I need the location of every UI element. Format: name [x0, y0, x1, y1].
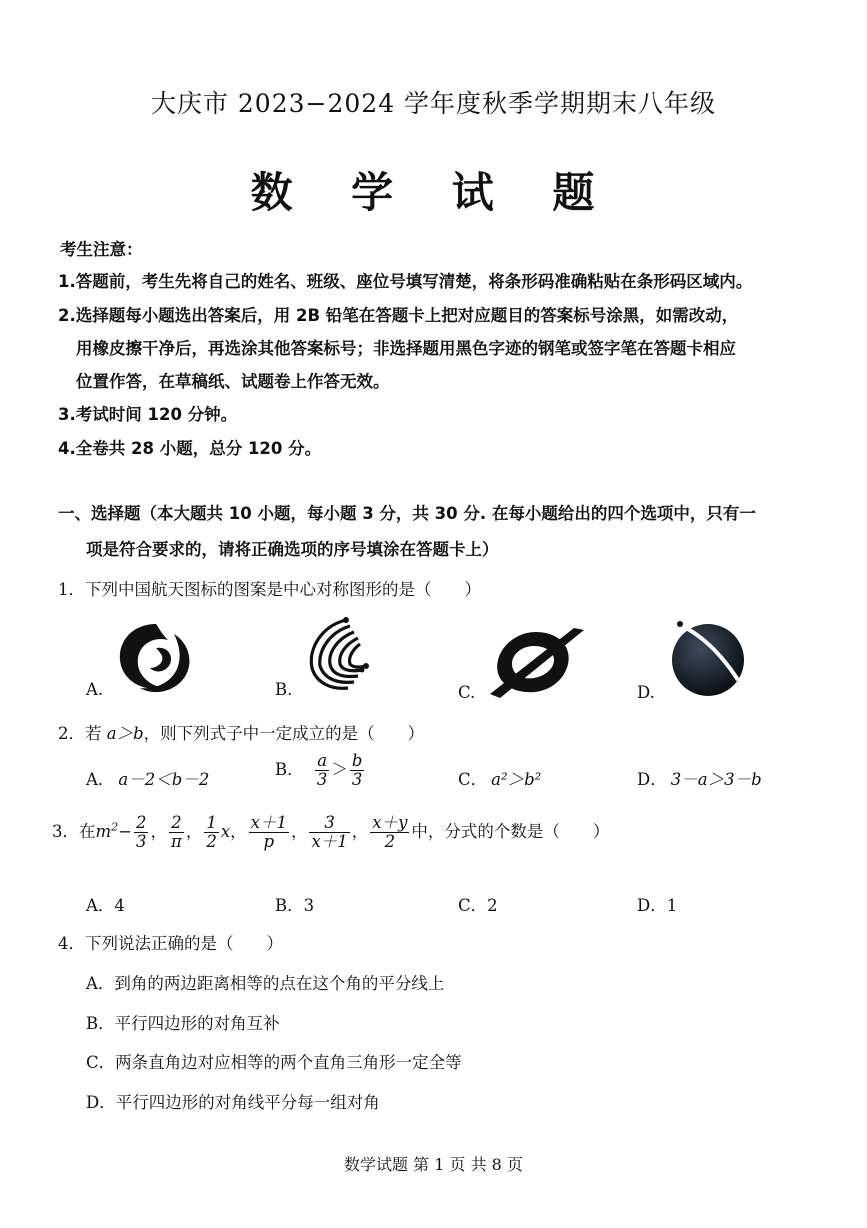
q2-option-a-label: A．	[86, 770, 115, 789]
page-footer: 数学试题 第 1 页 共 8 页	[344, 1155, 523, 1174]
section-heading-line-2: 项是符合要求的，请将正确选项的序号填涂在答题卡上）	[86, 540, 499, 559]
question-4-stem: 4．下列说法正确的是（ ）	[58, 934, 283, 953]
q3-term-6: $\frac{x+y}{2}$	[372, 813, 408, 852]
question-2-stem	[58, 720, 424, 744]
notice-item-2-line-3: 位置作答，在草稿纸、试题卷上作答无效。	[76, 372, 390, 391]
q2-stem-suffix: ，则下列式子中一定成立的是（ ）	[143, 724, 425, 743]
arc-lines-logo-icon	[300, 612, 380, 696]
notice-heading: 考生注意：	[60, 240, 143, 259]
q1-option-b-label: B.	[275, 680, 293, 699]
q2-option-c-expr: a²＞b²	[491, 770, 542, 789]
q2-option-b-fraction-left: $\frac{a}{3}$	[316, 751, 328, 790]
q3-separator: ，	[351, 822, 369, 842]
planet-logo-icon	[664, 616, 750, 698]
q3-stem-prefix: 3．在	[52, 822, 96, 842]
q2-option-b	[275, 752, 366, 789]
exam-title: 数 学 试 题	[250, 168, 617, 217]
question-1-stem: 1．下列中国航天图标的图案是中心对称图形的是（ ）	[58, 580, 481, 599]
q3-stem-suffix: 中，分式的个数是（ ）	[411, 822, 610, 842]
q3-option-c: C．2	[458, 896, 498, 915]
q3-term-4: $\frac{x+1}{p}$	[250, 813, 287, 852]
q3-separator: ，	[150, 822, 167, 842]
notice-item-3: 3.考试时间 120 分钟。	[58, 405, 238, 424]
notice-item-4: 4.全卷共 28 小题，总分 120 分。	[58, 439, 322, 458]
q2-option-b-fraction-right: $\frac{b}{3}$	[351, 751, 363, 790]
q2-option-c-label: C．	[458, 770, 488, 789]
q2-option-b-relation: ＞	[331, 760, 348, 780]
slashed-ring-logo-icon	[488, 624, 586, 700]
q3-option-a: A．4	[86, 896, 125, 915]
question-3-stem	[52, 814, 609, 851]
notice-item-2-line-1: 2.选择题每小题选出答案后，用 2B 铅笔在答题卡上把对应题目的答案标号涂黑，如需改动，	[58, 306, 739, 325]
q4-option-a: A．到角的两边距离相等的点在这个角的平分线上	[86, 974, 445, 993]
notice-item-1: 1.答题前，考生先将自己的姓名、班级、座位号填写清楚，将条形码准确粘贴在条形码区域内。	[58, 272, 753, 291]
q3-option-d: D．1	[637, 896, 678, 915]
q2-stem-condition: a＞b	[106, 724, 144, 743]
q3-term-2: $\frac{2}{\pi}$	[170, 813, 182, 852]
q2-stem-prefix: 2．若	[58, 724, 107, 743]
swirl-logo-icon	[112, 618, 198, 698]
q3-separator: ，	[230, 822, 247, 842]
q2-option-b-label: B．	[275, 760, 304, 780]
q3-term-1: $m^2-$ $\frac{2}{3}$	[95, 813, 147, 852]
q4-option-d: D．平行四边形的对角线平分每一组对角	[86, 1093, 380, 1112]
notice-item-2-line-2: 用橡皮擦干净后，再选涂其他答案标号；非选择题用黑色字迹的钢笔或签字笔在答题卡相应	[76, 339, 736, 358]
q2-option-d-expr: 3－a＞3－b	[670, 770, 762, 789]
section-heading-line-1: 一、选择题（本大题共 10 小题，每小题 3 分，共 30 分. 在每小题给出的四个选项中，只有一	[58, 504, 756, 523]
q3-option-b: B．3	[275, 896, 315, 915]
q2-option-a-expr: a－2＜b－2	[118, 770, 210, 789]
q4-option-c: C．两条直角边对应相等的两个直角三角形一定全等	[86, 1053, 462, 1072]
q3-separator: ，	[185, 822, 203, 842]
q2-option-c	[458, 766, 541, 790]
q3-separator: ，	[290, 822, 308, 842]
q2-option-d	[637, 766, 762, 790]
exam-subtitle: 大庆市 2023−2024 学年度秋季学期期末八年级	[150, 89, 717, 118]
q4-option-b: B．平行四边形的对角互补	[86, 1014, 280, 1033]
q1-option-a-label: A.	[86, 680, 104, 699]
q2-option-a	[86, 766, 209, 790]
q1-option-c-label: C.	[458, 683, 476, 702]
q2-option-d-label: D．	[637, 770, 667, 789]
q3-term-5: $\frac{3}{x+1}$	[311, 813, 348, 852]
q1-option-d-label: D.	[637, 683, 655, 702]
q3-term-3: $\frac{1}{2}$ x	[206, 813, 231, 852]
